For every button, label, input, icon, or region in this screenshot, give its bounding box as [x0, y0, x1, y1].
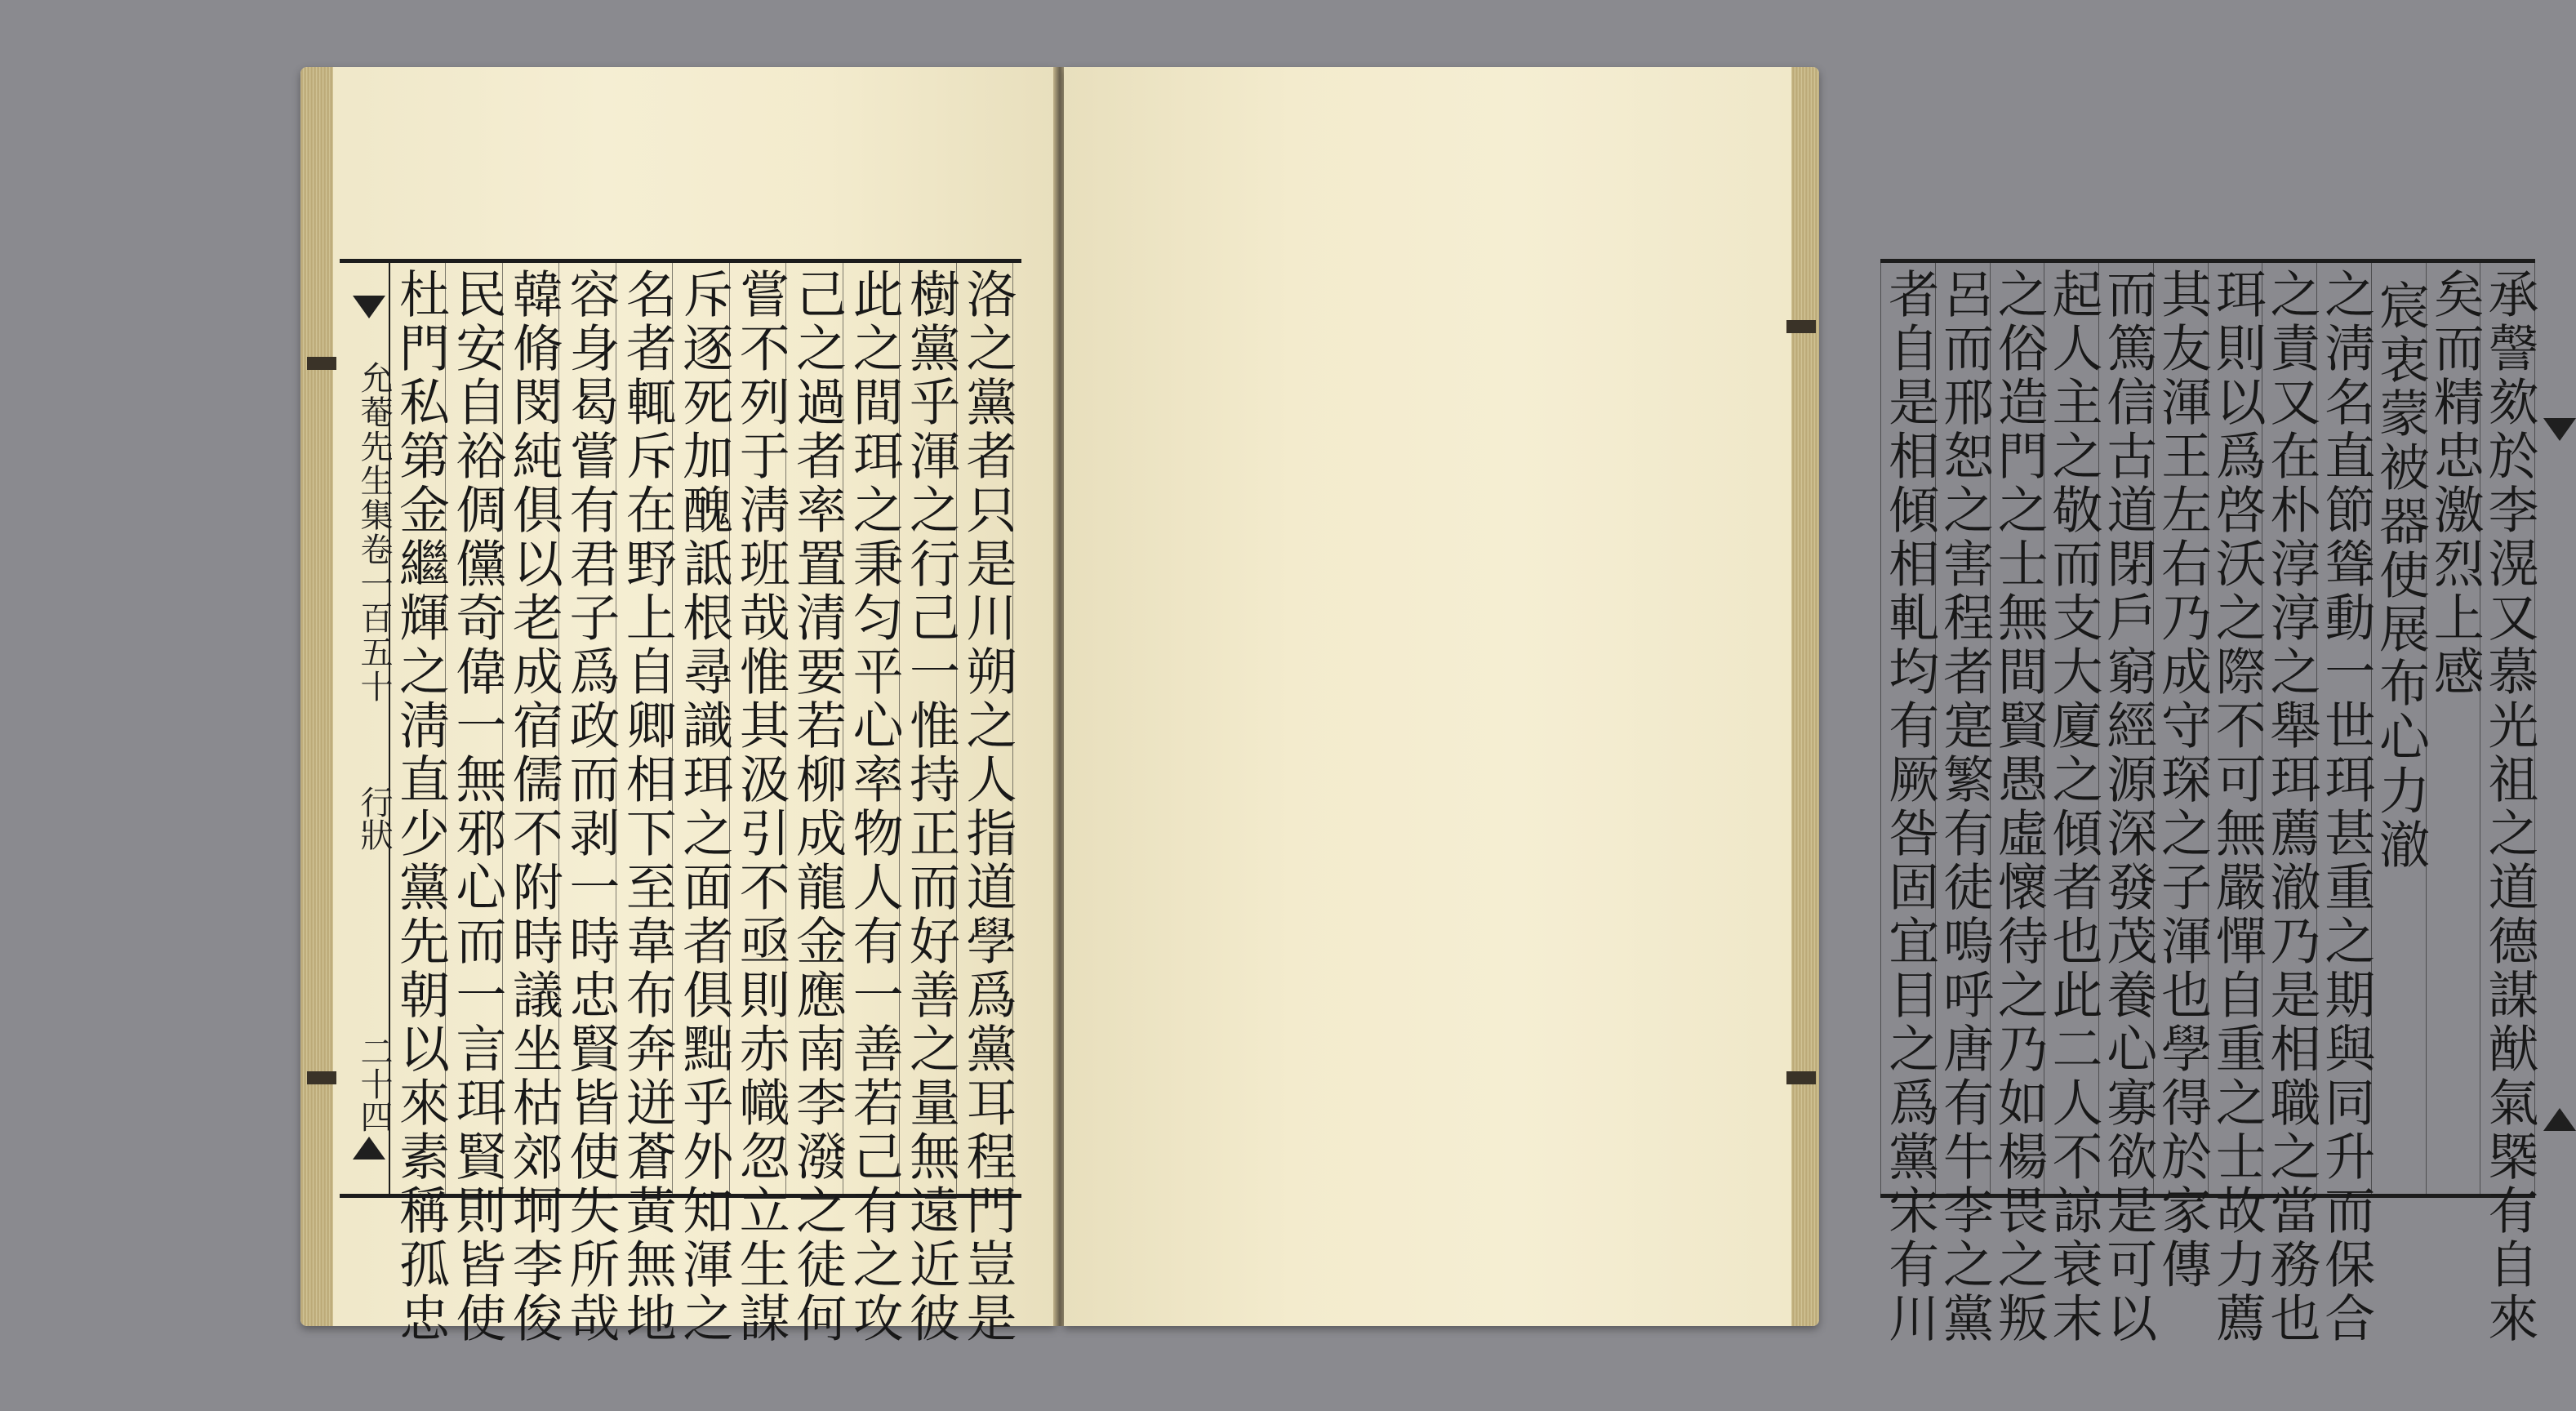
- open-book: [300, 67, 2539, 1346]
- page-number: 二十四: [355, 1035, 393, 1133]
- right-text-columns: [1880, 263, 2539, 1346]
- book-title: 允菴先生集卷一百五十: [355, 361, 393, 704]
- left-text-frame: [340, 259, 1021, 1346]
- text-column: 此之間珥之秉匀平心率物人有一善若己有之攻: [843, 263, 899, 1194]
- text-column: 呂而邢恕之害程者寔繁有徒嗚呼唐有牛李之黨: [1935, 263, 1990, 1194]
- left-page: [300, 67, 1056, 1346]
- text-column: 杜門私第金繼輝之淸直少黨先朝以來素稱孤忠: [389, 263, 445, 1194]
- text-column: 宸衷蒙被器使展布心力澈: [2371, 263, 2426, 1194]
- text-column: 名者輒斥在野上自卿相下至韋布奔迸蒼黃無地: [616, 263, 672, 1194]
- section-title: 行狀: [355, 786, 393, 851]
- text-column: 者自是相傾相軋均有厥咎固宜目之爲黨宋有川: [1880, 263, 1935, 1194]
- right-text-frame: [1880, 259, 2539, 1346]
- binding-thread: [307, 1071, 336, 1084]
- text-column: 起人主之敬而支大廈之傾者也此二人不諒衰末: [2044, 263, 2098, 1194]
- right-page-edges: [1791, 67, 1819, 1326]
- text-column: 之淸名直節聳動一世珥甚重之期與同升而保合: [2316, 263, 2371, 1194]
- text-column: 之責又在朴淳淳之舉珥薦澈乃是相職之當務也: [2262, 263, 2316, 1194]
- text-column: 珥則以爲啓沃之際不可無嚴憚自重之士故力薦: [2208, 263, 2262, 1194]
- text-column: 民安自裕倜儻奇偉一無邪心而一言珥賢則皆使: [445, 263, 501, 1194]
- fishtail-right-bottom-icon: [2543, 1108, 2576, 1131]
- binding-thread: [1786, 320, 1816, 333]
- text-column: 容身曷嘗有君子爲政而剥一時忠賢皆使失所哉: [558, 263, 615, 1194]
- binding-thread: [307, 357, 336, 370]
- text-column: 而篤信古道閉戶窮經源深發茂養心寡欲是可以: [2098, 263, 2153, 1194]
- text-column: 洛之黨者只是川朔之人指道學爲黨耳程門豈是: [956, 263, 1013, 1194]
- text-column: 樹黨乎渾之行己一惟持正而好善之量無遠近彼: [899, 263, 955, 1194]
- text-column: 己之過者率置清要若柳成龍金應南李潑之徒何: [785, 263, 842, 1194]
- text-column: 嘗不列于淸班哉惟其汲引不亟則赤幟忽立生謀: [729, 263, 785, 1194]
- left-page-edges: [300, 67, 333, 1326]
- fishtail-top-icon: [353, 296, 385, 318]
- text-segment: 矣而精忠激烈上感: [2425, 268, 2485, 699]
- left-text-columns: [389, 263, 1017, 1346]
- text-column: 斥逐死加醜詆根尋識珥之面者俱黜乎外知渾之: [672, 263, 728, 1194]
- text-column: 之俗造門之士無間賢愚虛懷待之乃如楊畏之叛: [1990, 263, 2044, 1194]
- text-column: 韓脩閔純俱以老成宿儒不附時議坐枯郊坰李俊: [502, 263, 558, 1194]
- fishtail-bottom-icon: [353, 1137, 385, 1160]
- text-column: 承謦欬於李滉又慕光祖之道德謀猷氣槩有自來: [2480, 263, 2535, 1194]
- binding-thread: [1786, 1071, 1816, 1084]
- text-column: 其友渾王左右乃成守琛之子渾也學得於家傳: [2153, 263, 2208, 1194]
- right-page: [1064, 67, 2539, 1346]
- text-column: [2425, 263, 2485, 1194]
- banxin-center-column: [346, 263, 393, 1194]
- fishtail-right-top-icon: [2543, 418, 2576, 441]
